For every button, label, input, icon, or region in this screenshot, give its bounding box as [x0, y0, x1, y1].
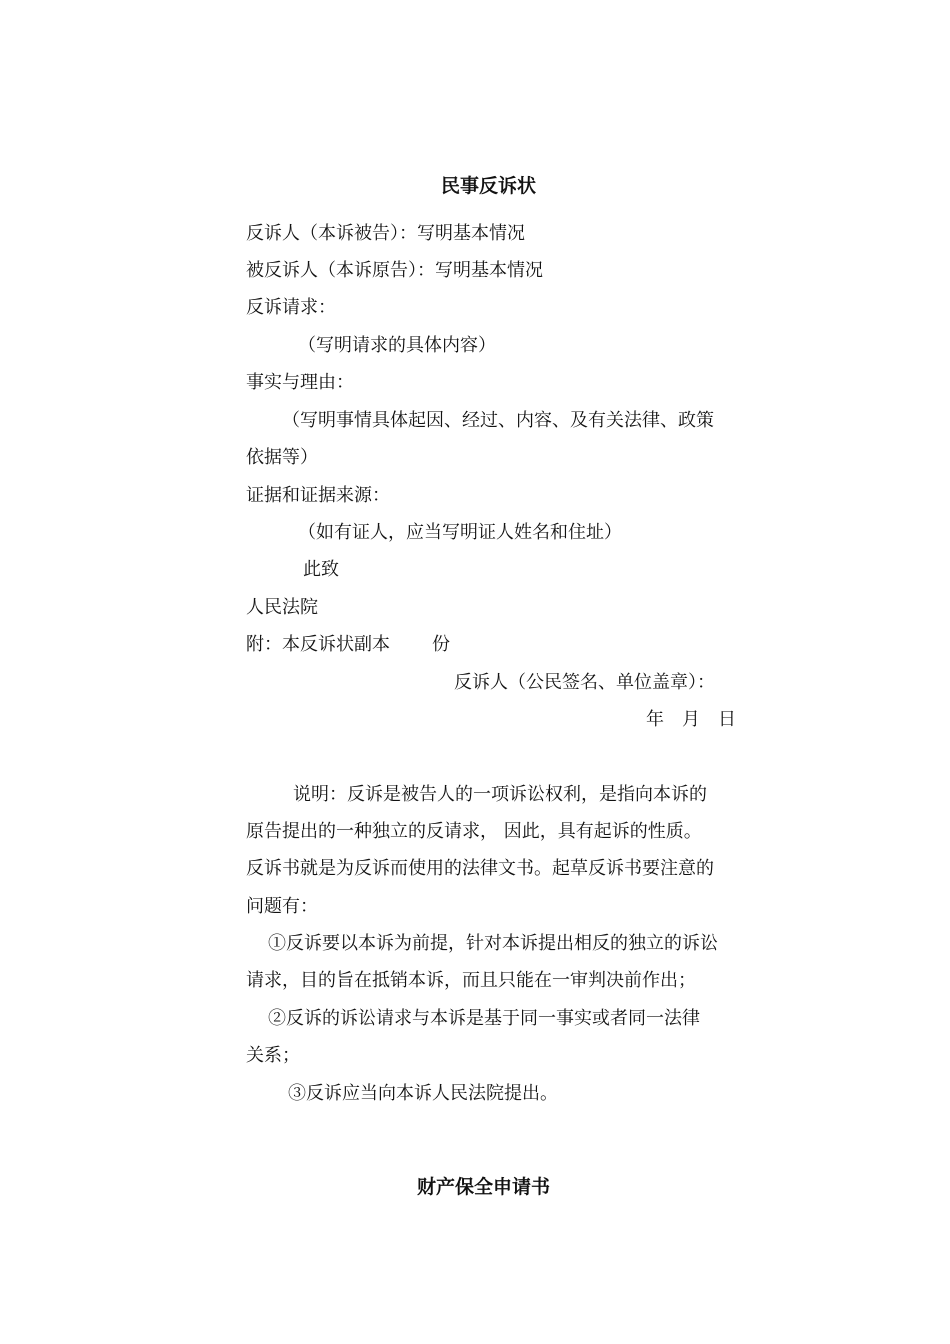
- salutation: 此致: [303, 559, 339, 580]
- facts-placeholder-line1: （写明事情具体起因、经过、内容、及有关法律、政策: [282, 410, 714, 431]
- evidence-heading: 证据和证据来源：: [246, 485, 390, 506]
- attachment-line: [246, 633, 450, 657]
- notes-item-2-line-2: 关系；: [246, 1045, 300, 1066]
- document-title: 民事反诉状: [441, 175, 537, 197]
- notes-item-2-line-1: ②反诉的诉讼请求与本诉是基于同一事实或者同一法律: [268, 1008, 700, 1029]
- counter-plaintiff-line: 反诉人（本诉被告）：写明基本情况: [246, 223, 525, 244]
- date-day: 日: [718, 709, 736, 730]
- notes-line-4: 问题有：: [246, 896, 318, 917]
- date-month: 月: [682, 709, 700, 730]
- date-year: 年: [646, 709, 664, 730]
- date-line: [646, 708, 736, 732]
- notes-item-1-line-2: 请求，目的旨在抵销本诉，而且只能在一审判决前作出；: [246, 970, 696, 991]
- counter-defendant-line: 被反诉人（本诉原告）：写明基本情况: [246, 260, 543, 281]
- facts-placeholder-line2: 依据等）: [246, 447, 318, 468]
- attachment-suffix: 份: [432, 634, 450, 655]
- attachment-prefix: 附：本反诉状副本: [246, 634, 390, 655]
- facts-heading: 事实与理由：: [246, 372, 354, 393]
- evidence-placeholder: （如有证人，应当写明证人姓名和住址）: [298, 522, 622, 543]
- notes-item-1-line-1: ①反诉要以本诉为前提，针对本诉提出相反的独立的诉讼: [268, 933, 718, 954]
- notes-line-2: 原告提出的一种独立的反请求， 因此，具有起诉的性质。: [246, 821, 702, 842]
- second-document-title: 财产保全申请书: [417, 1176, 551, 1198]
- claims-heading: 反诉请求：: [246, 297, 336, 318]
- notes-item-3: ③反诉应当向本诉人民法院提出。: [288, 1083, 558, 1104]
- claims-placeholder: （写明请求的具体内容）: [298, 335, 496, 356]
- court-name: 人民法院: [246, 597, 318, 618]
- notes-line-3: 反诉书就是为反诉而使用的法律文书。起草反诉书要注意的: [246, 858, 714, 879]
- signature-line: 反诉人（公民签名、单位盖章）：: [454, 672, 715, 693]
- notes-line-1: 说明：反诉是被告人的一项诉讼权利，是指向本诉的: [293, 784, 707, 805]
